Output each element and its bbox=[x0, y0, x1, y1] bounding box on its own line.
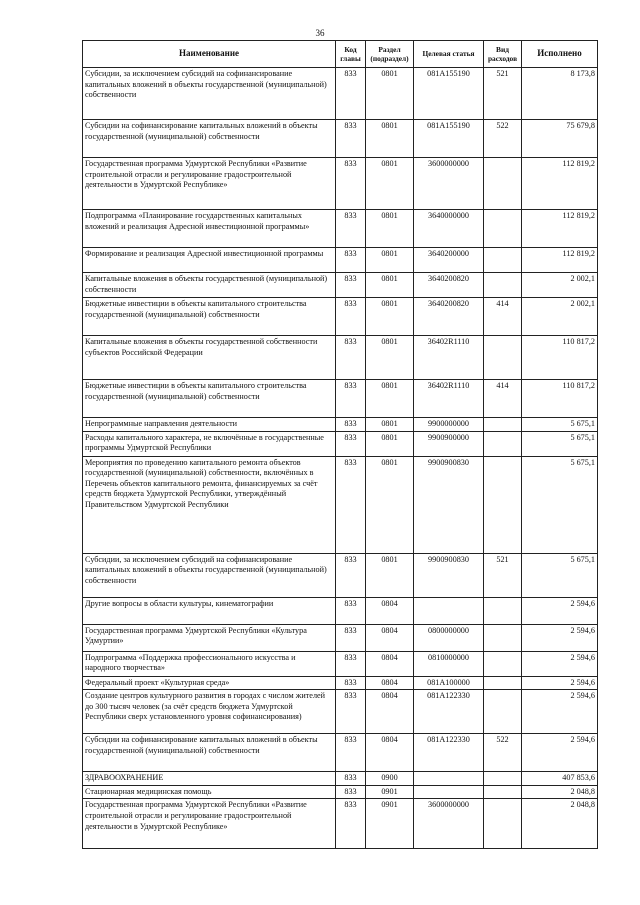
row-target: 9900000000 bbox=[414, 418, 484, 432]
row-type: 414 bbox=[484, 380, 522, 418]
row-name: Мероприятия по проведению капитального ремонта объектов государственной (муниципальной) собственности, включённых в Перечень объектов капитального ремонта, финансируемых за счёт средств бюджета Удмуртской Республики, утверждённый Правительством Удмуртской Республики bbox=[83, 456, 336, 553]
row-type bbox=[484, 772, 522, 786]
row-section: 0801 bbox=[366, 298, 414, 336]
row-target: 0810000000 bbox=[414, 651, 484, 676]
row-executed: 2 594,6 bbox=[522, 734, 598, 772]
row-name: ЗДРАВООХРАНЕНИЕ bbox=[83, 772, 336, 786]
row-target: 3640000000 bbox=[414, 210, 484, 248]
row-target: 081A122330 bbox=[414, 690, 484, 734]
table-header-row bbox=[83, 41, 598, 68]
row-type: 521 bbox=[484, 68, 522, 120]
page-number: 36 bbox=[315, 28, 325, 38]
row-executed: 2 002,1 bbox=[522, 298, 598, 336]
row-section: 0804 bbox=[366, 734, 414, 772]
row-code: 833 bbox=[336, 676, 366, 690]
row-type bbox=[484, 785, 522, 799]
row-code: 833 bbox=[336, 120, 366, 158]
row-type: 522 bbox=[484, 734, 522, 772]
row-section: 0801 bbox=[366, 553, 414, 597]
row-section: 0801 bbox=[366, 248, 414, 273]
row-section: 0801 bbox=[366, 431, 414, 456]
row-code: 833 bbox=[336, 734, 366, 772]
row-code: 833 bbox=[336, 690, 366, 734]
row-type bbox=[484, 431, 522, 456]
row-name: Государственная программа Удмуртской Республики «Развитие строительной отрасли и регулирование градостроительной деятельности в Удмуртской Республике» bbox=[83, 158, 336, 210]
row-name: Стационарная медицинская помощь bbox=[83, 785, 336, 799]
row-target: 3600000000 bbox=[414, 799, 484, 849]
row-executed: 75 679,8 bbox=[522, 120, 598, 158]
row-type bbox=[484, 210, 522, 248]
row-section: 0804 bbox=[366, 651, 414, 676]
row-type bbox=[484, 799, 522, 849]
header-name: Наименование bbox=[83, 41, 336, 68]
row-section: 0801 bbox=[366, 210, 414, 248]
table-row bbox=[83, 651, 598, 676]
row-executed: 2 594,6 bbox=[522, 676, 598, 690]
row-executed: 8 173,8 bbox=[522, 68, 598, 120]
row-section: 0801 bbox=[366, 273, 414, 298]
row-code: 833 bbox=[336, 336, 366, 380]
row-executed: 5 675,1 bbox=[522, 456, 598, 553]
row-code: 833 bbox=[336, 597, 366, 624]
row-section: 0801 bbox=[366, 336, 414, 380]
table-body bbox=[83, 68, 598, 849]
budget-table bbox=[82, 40, 598, 849]
row-section: 0804 bbox=[366, 676, 414, 690]
table-row bbox=[83, 273, 598, 298]
row-section: 0801 bbox=[366, 418, 414, 432]
header-type: Вид расходов bbox=[484, 41, 522, 68]
row-executed: 2 594,6 bbox=[522, 651, 598, 676]
row-target: 081A100000 bbox=[414, 676, 484, 690]
row-name: Подпрограмма «Поддержка профессионального искусства и народного творчества» bbox=[83, 651, 336, 676]
row-code: 833 bbox=[336, 210, 366, 248]
row-target: 3600000000 bbox=[414, 158, 484, 210]
header-code: Код главы bbox=[336, 41, 366, 68]
row-executed: 112 819,2 bbox=[522, 158, 598, 210]
row-section: 0804 bbox=[366, 690, 414, 734]
row-code: 833 bbox=[336, 380, 366, 418]
row-target bbox=[414, 597, 484, 624]
table-row bbox=[83, 734, 598, 772]
row-section: 0901 bbox=[366, 785, 414, 799]
table-row bbox=[83, 456, 598, 553]
row-target: 3640200820 bbox=[414, 298, 484, 336]
table-row bbox=[83, 158, 598, 210]
row-target: 9900900830 bbox=[414, 456, 484, 553]
row-name: Бюджетные инвестиции в объекты капитального строительства государственной (муниципальной) собственности bbox=[83, 380, 336, 418]
table-row bbox=[83, 553, 598, 597]
row-executed: 5 675,1 bbox=[522, 553, 598, 597]
row-section: 0801 bbox=[366, 158, 414, 210]
row-type bbox=[484, 651, 522, 676]
table-row bbox=[83, 690, 598, 734]
row-name: Создание центров культурного развития в городах с числом жителей до 300 тысяч человек (за счёт средств бюджета Удмуртской Республики сверх установленного уровня софинансирования) bbox=[83, 690, 336, 734]
row-name: Капитальные вложения в объекты государственной собственности субъектов Российской Федерации bbox=[83, 336, 336, 380]
row-executed: 110 817,2 bbox=[522, 380, 598, 418]
row-section: 0804 bbox=[366, 597, 414, 624]
row-executed: 2 048,8 bbox=[522, 785, 598, 799]
row-code: 833 bbox=[336, 418, 366, 432]
row-target bbox=[414, 772, 484, 786]
row-type bbox=[484, 624, 522, 651]
row-type bbox=[484, 158, 522, 210]
row-section: 0801 bbox=[366, 120, 414, 158]
row-executed: 112 819,2 bbox=[522, 210, 598, 248]
row-type bbox=[484, 676, 522, 690]
row-section: 0801 bbox=[366, 456, 414, 553]
row-target: 9900900000 bbox=[414, 431, 484, 456]
row-name: Подпрограмма «Планирование государственных капитальных вложений и реализация Адресной инвестиционной программы» bbox=[83, 210, 336, 248]
row-target: 36402R1110 bbox=[414, 380, 484, 418]
row-target: 0800000000 bbox=[414, 624, 484, 651]
row-section: 0900 bbox=[366, 772, 414, 786]
table-row bbox=[83, 336, 598, 380]
row-code: 833 bbox=[336, 431, 366, 456]
row-name: Государственная программа Удмуртской Республики «Культура Удмуртии» bbox=[83, 624, 336, 651]
row-type bbox=[484, 690, 522, 734]
row-code: 833 bbox=[336, 456, 366, 553]
row-name: Субсидии, за исключением субсидий на софинансирование капитальных вложений в объекты государственной (муниципальной) собственности bbox=[83, 68, 336, 120]
row-executed: 5 675,1 bbox=[522, 431, 598, 456]
table-row bbox=[83, 772, 598, 786]
row-code: 833 bbox=[336, 772, 366, 786]
header-section: Раздел (подраздел) bbox=[366, 41, 414, 68]
row-section: 0804 bbox=[366, 624, 414, 651]
row-executed: 2 048,8 bbox=[522, 799, 598, 849]
row-type bbox=[484, 248, 522, 273]
row-name: Бюджетные инвестиции в объекты капитального строительства государственной (муниципальной) собственности bbox=[83, 298, 336, 336]
row-target: 9900900830 bbox=[414, 553, 484, 597]
row-name: Другие вопросы в области культуры, кинематографии bbox=[83, 597, 336, 624]
row-executed: 2 594,6 bbox=[522, 690, 598, 734]
row-type: 414 bbox=[484, 298, 522, 336]
row-code: 833 bbox=[336, 298, 366, 336]
table-row bbox=[83, 380, 598, 418]
row-type bbox=[484, 273, 522, 298]
row-code: 833 bbox=[336, 799, 366, 849]
row-section: 0801 bbox=[366, 380, 414, 418]
row-name: Государственная программа Удмуртской Республики «Развитие строительной отрасли и регулирование градостроительной деятельности в Удмуртской Республике» bbox=[83, 799, 336, 849]
row-target: 081A155190 bbox=[414, 68, 484, 120]
table-row bbox=[83, 210, 598, 248]
row-code: 833 bbox=[336, 785, 366, 799]
row-code: 833 bbox=[336, 624, 366, 651]
table-row bbox=[83, 298, 598, 336]
table-row bbox=[83, 676, 598, 690]
table-row bbox=[83, 785, 598, 799]
row-executed: 2 002,1 bbox=[522, 273, 598, 298]
table-row bbox=[83, 120, 598, 158]
row-name: Расходы капитального характера, не включённые в государственные программы Удмуртской Республики bbox=[83, 431, 336, 456]
row-executed: 2 594,6 bbox=[522, 624, 598, 651]
table-row bbox=[83, 248, 598, 273]
row-type bbox=[484, 418, 522, 432]
table-row bbox=[83, 624, 598, 651]
table-row bbox=[83, 68, 598, 120]
row-executed: 2 594,6 bbox=[522, 597, 598, 624]
row-code: 833 bbox=[336, 158, 366, 210]
row-executed: 112 819,2 bbox=[522, 248, 598, 273]
table-row bbox=[83, 418, 598, 432]
row-executed: 407 853,6 bbox=[522, 772, 598, 786]
row-name: Формирование и реализация Адресной инвестиционной программы bbox=[83, 248, 336, 273]
row-code: 833 bbox=[336, 273, 366, 298]
row-type bbox=[484, 336, 522, 380]
row-code: 833 bbox=[336, 553, 366, 597]
table-row bbox=[83, 431, 598, 456]
row-name: Капитальные вложения в объекты государственной (муниципальной) собственности bbox=[83, 273, 336, 298]
row-target bbox=[414, 785, 484, 799]
row-target: 3640200000 bbox=[414, 248, 484, 273]
row-code: 833 bbox=[336, 68, 366, 120]
row-target: 36402R1110 bbox=[414, 336, 484, 380]
row-name: Субсидии, за исключением субсидий на софинансирование капитальных вложений в объекты государственной (муниципальной) собственности bbox=[83, 553, 336, 597]
row-executed: 5 675,1 bbox=[522, 418, 598, 432]
row-section: 0801 bbox=[366, 68, 414, 120]
row-code: 833 bbox=[336, 248, 366, 273]
row-type: 522 bbox=[484, 120, 522, 158]
row-target: 081A155190 bbox=[414, 120, 484, 158]
row-name: Непрограммные направления деятельности bbox=[83, 418, 336, 432]
row-executed: 110 817,2 bbox=[522, 336, 598, 380]
table-row bbox=[83, 799, 598, 849]
row-type bbox=[484, 456, 522, 553]
row-code: 833 bbox=[336, 651, 366, 676]
row-section: 0901 bbox=[366, 799, 414, 849]
header-executed: Исполнено bbox=[522, 41, 598, 68]
row-name: Федеральный проект «Культурная среда» bbox=[83, 676, 336, 690]
row-name: Субсидии на софинансирование капитальных вложений в объекты государственной (муниципальной) собственности bbox=[83, 734, 336, 772]
row-type: 521 bbox=[484, 553, 522, 597]
header-target: Целевая статья bbox=[414, 41, 484, 68]
row-target: 081A122330 bbox=[414, 734, 484, 772]
table-row bbox=[83, 597, 598, 624]
row-name: Субсидии на софинансирование капитальных вложений в объекты государственной (муниципальной) собственности bbox=[83, 120, 336, 158]
row-type bbox=[484, 597, 522, 624]
row-target: 3640200820 bbox=[414, 273, 484, 298]
